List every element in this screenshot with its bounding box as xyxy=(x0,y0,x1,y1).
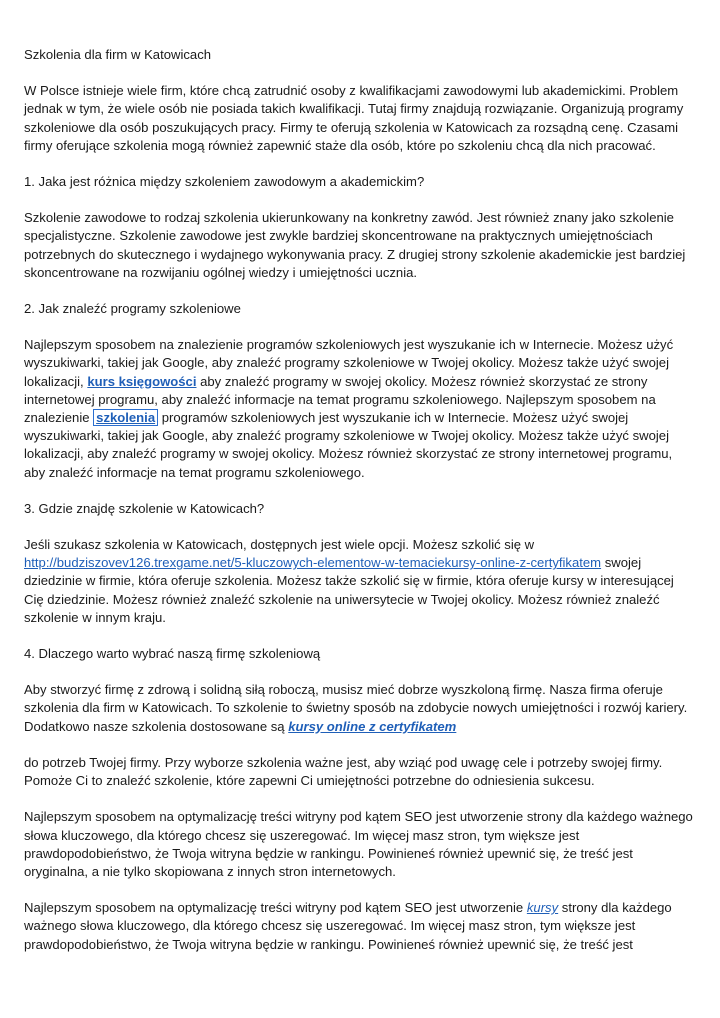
answer-4-text-1: Aby stworzyć firmę z zdrową i solidną siłą roboczą, musisz mieć dobrze wyszkoloną firmę. Nasza firma oferuje szkolenia dla firm w Katowicach. To szkolenie to świetny sposób na zdobycie nowych umiejętności i rozwój kariery. Dodatkowo nasze szkolenia dostosowane są xyxy=(24,682,688,734)
budziszovev-url-link[interactable]: http://budziszovev126.trexgame.net/5-kluczowych-elementow-w-temaciekursy-online-z-certyfikatem xyxy=(24,555,602,571)
paragraph-7-text-2: strony dla każdego ważnego słowa kluczowego, dla którego chcesz się uszeregować. Im więcej masz stron, tym większe jest prawdopodobieństwo, że Twoja witryna będzie w rankingu. Powinieneś również upewnić się, że treść jest xyxy=(24,900,672,952)
answer-4-paragraph xyxy=(24,681,696,736)
intro-paragraph: W Polsce istnieje wiele firm, które chcą zatrudnić osoby z kwalifikacjami zawodowymi lub akademickimi. Problem jednak w tym, że wiele osób nie posiada takich kwalifikacji. Tutaj firmy znajdują rozwiązanie. Organizują programy szkoleniowe dla osób poszukujących pracy. Firmy te oferują szkolenia w Katowicach za rozsądną cenę. Czasami firmy oferujące szkolenia mogą również zapewnić staże dla osób, które po szkoleniu chcą dla nich pracować. xyxy=(24,83,684,153)
question-1-heading: 1. Jaka jest różnica między szkoleniem zawodowym a akademickim? xyxy=(24,174,425,190)
document-title: Szkolenia dla firm w Katowicach xyxy=(24,47,212,62)
question-4-heading: 4. Dlaczego warto wybrać naszą firmę szkoleniową xyxy=(24,646,321,662)
answer-1-paragraph: Szkolenie zawodowe to rodzaj szkolenia ukierunkowany na konkretny zawód. Jest również znany jako szkolenie specjalistyczne. Szkolenie zawodowe jest zwykle bardziej skoncentrowane na praktycznych umiejętnościach potrzebnych do skutecznego i wydajnego wykonywania pracy. Z drugiej strony szkolenie akademickie jest bardziej skoncentrowane na rozwijaniu ogólnej wiedzy i umiejętności ucznia. xyxy=(24,210,686,280)
szkolenia-link[interactable]: szkolenia xyxy=(93,409,158,426)
answer-2-text-3: programów szkoleniowych jest wyszukanie ich w Internecie. Możesz użyć swojej wyszukiwarki, takiej jak Google, aby znaleźć programy szkoleniowe w Twojej okolicy. Możesz także użyć swojej lokalizacji, aby znaleźć programy w swojej okolicy. Możesz również skorzystać ze strony internetowej programu, aby znaleźć informacje na temat programu szkoleniowego. xyxy=(24,410,673,480)
answer-2-text-1: Najlepszym sposobem na znalezienie programów szkoleniowych jest wyszukanie ich w Internecie. Możesz użyć wyszukiwarki, takiej jak Google, aby znaleźć programy szkoleniowe w Twojej okolicy. Możesz także użyć swojej lokalizacji, xyxy=(24,337,674,389)
answer-2-paragraph xyxy=(24,336,696,482)
answer-2-text-2: aby znaleźć programy w swojej okolicy. Możesz również skorzystać ze strony internetowej programu, aby znaleźć informacje na temat programu szkoleniowego. Najlepszym sposobem na znalezienie xyxy=(24,373,656,426)
paragraph-5: do potrzeb Twojej firmy. Przy wyborze szkolenia ważne jest, aby wziąć pod uwagę cele i potrzeby swojej firmy. Pomoże Ci to znaleźć szkolenie, które zapewni Ci umiejętności potrzebne do odniesienia sukcesu. xyxy=(24,754,663,789)
question-3-heading: 3. Gdzie znajdę szkolenie w Katowicach? xyxy=(24,500,265,516)
answer-3-text-2: swojej dziedzinie w firmie, która oferuje szkolenia. Możesz także szkolić się w firmie, która oferuje kursy w interesującej Cię dziedzinie. Możesz również znaleźć szkolenie na uniwersytecie w Twojej okolicy. Możesz również znaleźć szkolenie w innym kraju. xyxy=(24,555,674,625)
question-2-heading: 2. Jak znaleźć programy szkoleniowe xyxy=(24,301,241,317)
paragraph-7 xyxy=(24,899,696,954)
kursy-online-z-certyfikatem-link[interactable]: kursy online z certyfikatem xyxy=(288,718,457,734)
answer-3-text-1: Jeśli szukasz szkolenia w Katowicach, dostępnych jest wiele opcji. Możesz szkolić się w xyxy=(24,537,535,553)
paragraph-6: Najlepszym sposobem na optymalizację treści witryny pod kątem SEO jest utworzenie strony dla każdego ważnego słowa kluczowego, dla którego chcesz się uszeregować. Im więcej masz stron, tym większe jest prawdopodobieństwo, że Twoja witryna będzie w rankingu. Powinieneś również upewnić się, że treść jest oryginalna, a nie tylko skopiowana z innych stron internetowych. xyxy=(24,809,693,879)
paragraph-7-text-1: Najlepszym sposobem na optymalizację treści witryny pod kątem SEO jest utworzenie xyxy=(24,900,527,916)
answer-3-paragraph xyxy=(24,536,696,627)
kurs-ksiegowosci-link[interactable]: kurs księgowości xyxy=(87,373,197,389)
kursy-link[interactable]: kursy xyxy=(526,900,559,916)
